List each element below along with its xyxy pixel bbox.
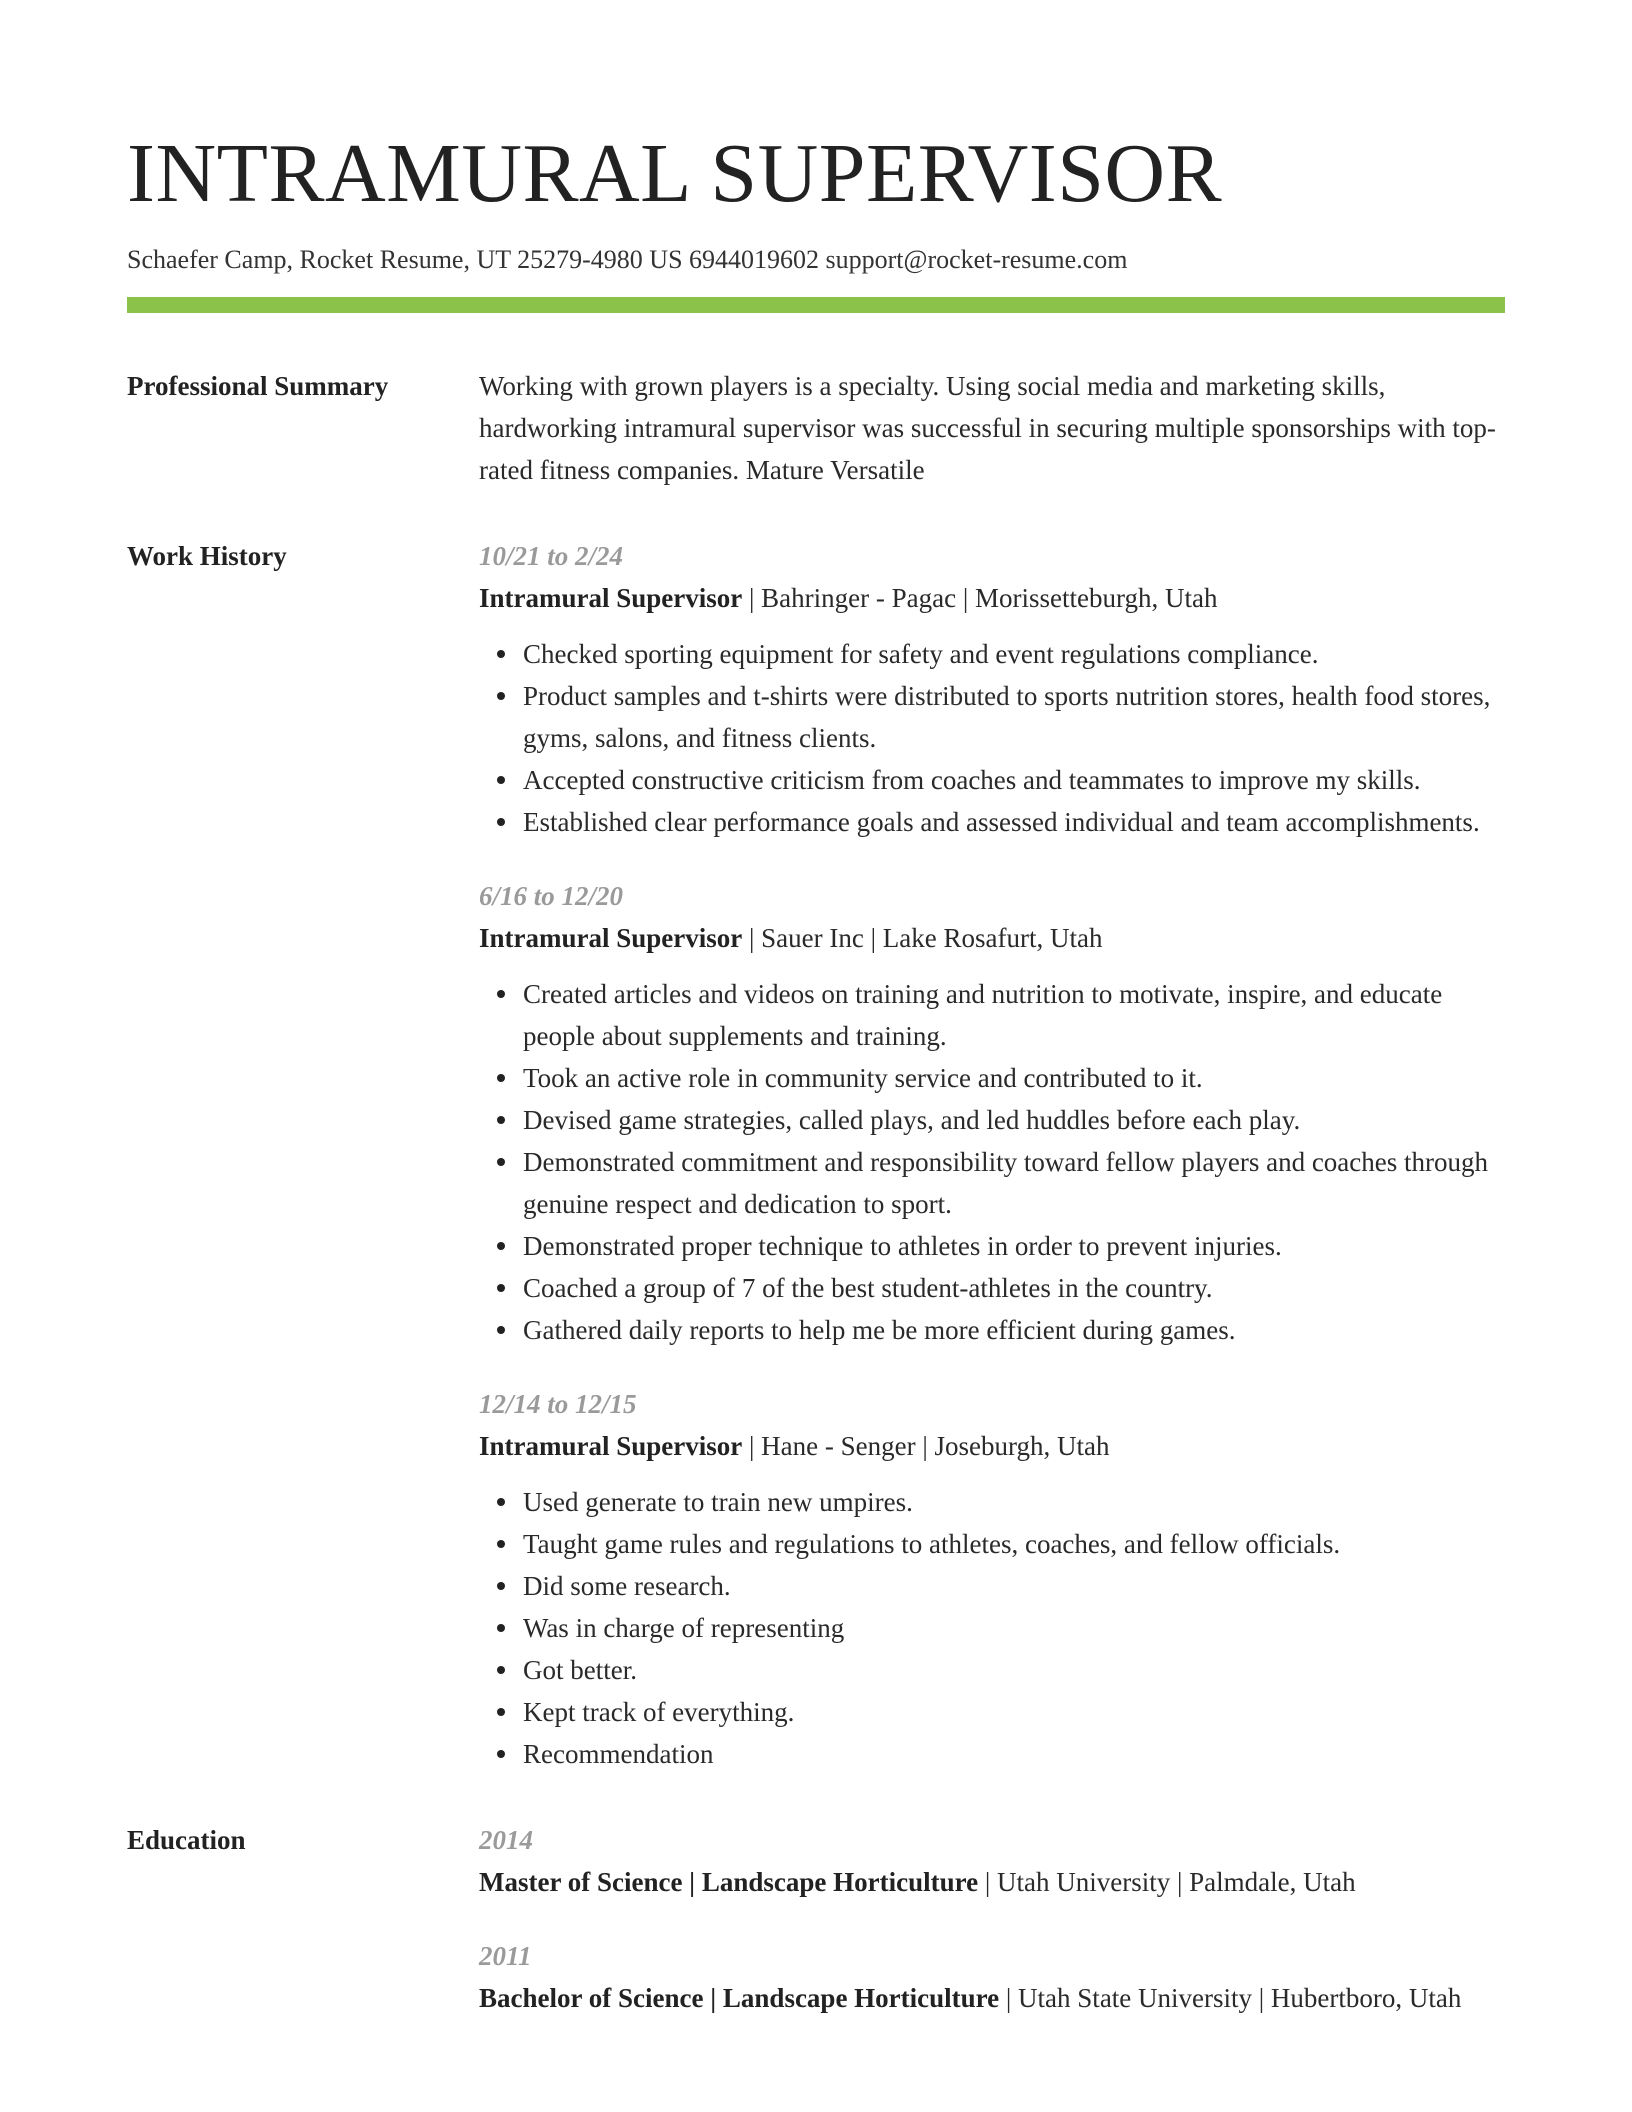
education-entry [479, 1935, 1505, 2019]
job-entry [479, 875, 1505, 1351]
job-details: | Sauer Inc | Lake Rosafurt, Utah [742, 923, 1103, 954]
list-item: Used generate to train new umpires. [523, 1481, 1505, 1523]
list-item: Kept track of everything. [523, 1691, 1505, 1733]
job-dates: 6/16 to 12/20 [479, 881, 624, 912]
job-entry [479, 535, 1505, 843]
job-title: Intramural Supervisor [479, 1431, 743, 1462]
job-line [479, 917, 1505, 959]
header-divider [127, 297, 1505, 313]
list-item: Demonstrated commitment and responsibility toward fellow players and coaches through genuine respect and dedication to sport. [523, 1141, 1505, 1225]
page-title: INTRAMURAL SUPERVISOR [127, 127, 1223, 220]
list-item: Gathered daily reports to help me be more efficient during games. [523, 1309, 1505, 1351]
education-content [479, 1819, 1505, 2019]
list-item: Demonstrated proper technique to athletes in order to prevent injuries. [523, 1225, 1505, 1267]
section-label-summary: Professional Summary [127, 371, 389, 402]
education-details: | Utah University | Palmdale, Utah [978, 1867, 1356, 1898]
list-item: Was in charge of representing [523, 1607, 1505, 1649]
list-item: Established clear performance goals and assessed individual and team accomplishments. [523, 801, 1505, 843]
list-item: Coached a group of 7 of the best student-athletes in the country. [523, 1267, 1505, 1309]
list-item: Did some research. [523, 1565, 1505, 1607]
list-item: Checked sporting equipment for safety and event regulations compliance. [523, 633, 1505, 675]
list-item: Got better. [523, 1649, 1505, 1691]
list-item: Devised game strategies, called plays, and led huddles before each play. [523, 1099, 1505, 1141]
job-details: | Bahringer - Pagac | Morissetteburgh, Utah [742, 583, 1218, 614]
work-history-section [127, 535, 1505, 1775]
job-details: | Hane - Senger | Joseburgh, Utah [742, 1431, 1110, 1462]
degree: Bachelor of Science | Landscape Horticulture [479, 1983, 1000, 2014]
job-line [479, 577, 1505, 619]
list-item: Recommendation [523, 1733, 1505, 1775]
job-bullets [479, 633, 1505, 843]
contact-info: Schaefer Camp, Rocket Resume, UT 25279-4980 US 6944019602 support@rocket-resume.com [127, 245, 1128, 274]
education-section [127, 1819, 1505, 2019]
education-entry [479, 1819, 1505, 1903]
education-line [479, 1861, 1505, 1903]
list-item: Took an active role in community service and contributed to it. [523, 1057, 1505, 1099]
education-details: | Utah State University | Hubertboro, Utah [999, 1983, 1462, 2014]
list-item: Accepted constructive criticism from coaches and teammates to improve my skills. [523, 759, 1505, 801]
job-line [479, 1425, 1505, 1467]
list-item: Taught game rules and regulations to athletes, coaches, and fellow officials. [523, 1523, 1505, 1565]
education-year: 2014 [479, 1825, 533, 1856]
work-history-content [479, 535, 1505, 1775]
job-bullets [479, 973, 1505, 1351]
summary-text: Working with grown players is a specialty. Using social media and marketing skills, hardworking intramural supervisor was successful in securing multiple sponsorships with top-rated fitness companies. Mature Versatile [479, 371, 1496, 486]
job-entry [479, 1383, 1505, 1775]
list-item: Created articles and videos on training and nutrition to motivate, inspire, and educate people about supplements and training. [523, 973, 1505, 1057]
job-dates: 12/14 to 12/15 [479, 1389, 637, 1420]
job-dates: 10/21 to 2/24 [479, 541, 624, 572]
list-item: Product samples and t-shirts were distributed to sports nutrition stores, health food stores, gyms, salons, and fitness clients. [523, 675, 1505, 759]
summary-section [127, 365, 1505, 491]
job-title: Intramural Supervisor [479, 923, 743, 954]
job-title: Intramural Supervisor [479, 583, 743, 614]
section-label-education: Education [127, 1825, 246, 1856]
job-bullets [479, 1481, 1505, 1775]
education-year: 2011 [479, 1941, 532, 1972]
education-line [479, 1977, 1505, 2019]
degree: Master of Science | Landscape Horticulture [479, 1867, 979, 1898]
section-label-work-history: Work History [127, 541, 287, 572]
